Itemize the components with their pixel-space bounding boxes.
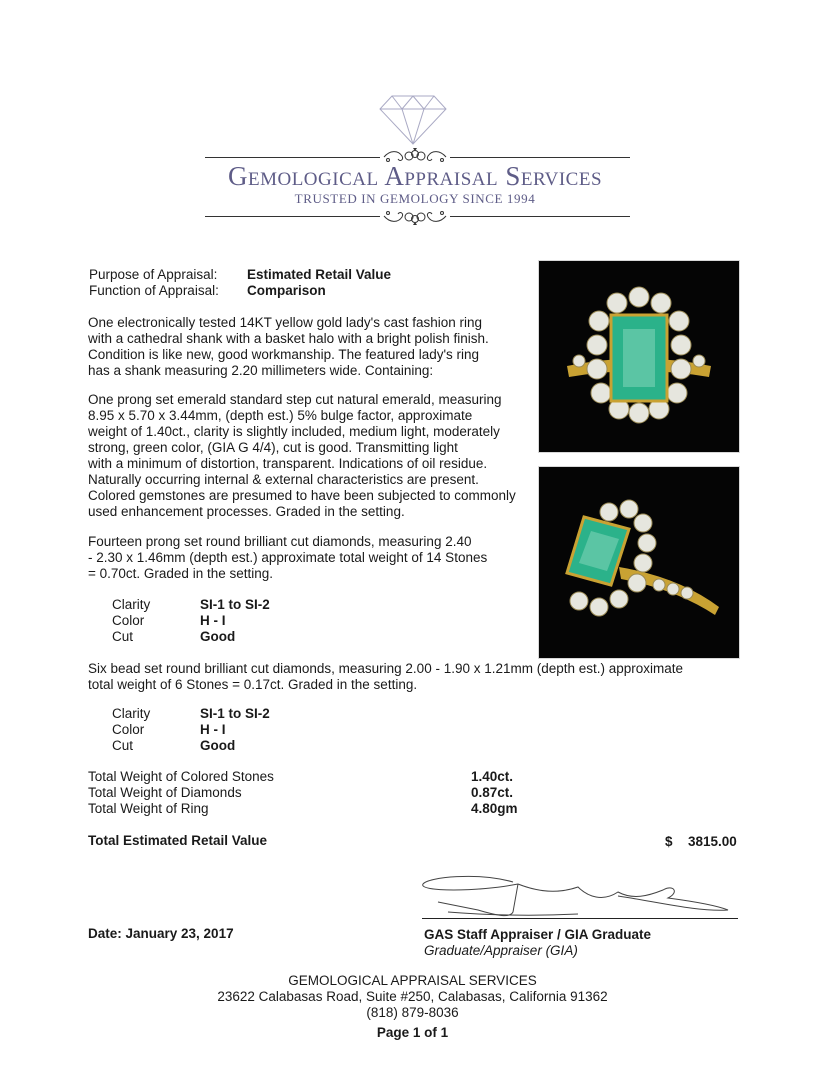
footer-phone: (818) 879-8036 — [366, 1005, 459, 1020]
total-diamonds-row — [88, 785, 513, 801]
appraiser-title: GAS Staff Appraiser / GIA Graduate — [424, 927, 652, 942]
ring-description-line: One electronically tested 14KT yellow gold lady's cast fashion ring — [88, 315, 483, 330]
halo-diamonds-line: = 0.70ct. Graded in the setting. — [88, 566, 273, 581]
grade-label: Color — [112, 613, 145, 628]
function-label: Function of Appraisal: — [89, 283, 219, 298]
emerald-description-line: Colored gemstones are presumed to have been subjected to commonly — [88, 488, 516, 503]
grade-label: Cut — [112, 629, 134, 644]
header-rule-bottom-left — [205, 216, 380, 217]
grade-value: H - I — [200, 722, 226, 737]
diamond-logo-icon — [378, 94, 448, 146]
ring-description-line: with a cathedral shank with a basket halo with a bright polish finish. — [88, 331, 489, 346]
retail-value-currency: $ — [665, 834, 673, 849]
side-diamonds-description — [88, 661, 683, 693]
side-grade-clarity — [112, 706, 270, 722]
side-grade-cut — [112, 738, 235, 754]
purpose-label: Purpose of Appraisal: — [89, 267, 218, 282]
header-rule-bottom-right — [450, 216, 630, 217]
grade-value: Good — [200, 629, 236, 644]
ring-description-line: Condition is like new, good workmanship. The featured lady's ring — [88, 347, 480, 362]
total-label: Total Weight of Diamonds — [88, 785, 242, 800]
total-value: 0.87ct. — [471, 785, 514, 800]
halo-diamonds-line: - 2.30 x 1.46mm (depth est.) approximate total weight of 14 Stones — [88, 550, 488, 565]
emerald-description-line: One prong set emerald standard step cut natural emerald, measuring — [88, 392, 502, 407]
emerald-description-line: used enhancement processes. Graded in the setting. — [88, 504, 405, 519]
emerald-description-line: Naturally occurring internal & external characteristics are present. — [88, 472, 479, 487]
grade-value: Good — [200, 738, 236, 753]
header-rule-top-right — [450, 157, 630, 158]
appraiser-subtitle: Graduate/Appraiser (GIA) — [424, 943, 578, 958]
halo-grade-cut — [112, 629, 235, 645]
function-row — [89, 283, 326, 299]
emerald-description-line: weight of 1.40ct., clarity is slightly included, medium light, moderately — [88, 424, 500, 439]
header-rule-top-left — [205, 157, 380, 158]
appraisal-date: Date: January 23, 2017 — [88, 926, 234, 941]
ring-top-view-photo — [538, 260, 740, 453]
emerald-description — [88, 392, 516, 520]
purpose-value: Estimated Retail Value — [247, 267, 392, 282]
side-diamonds-line: Six bead set round brilliant cut diamonds, measuring 2.00 - 1.90 x 1.21mm (depth est.) approximate — [88, 661, 684, 676]
grade-value: SI-1 to SI-2 — [200, 597, 270, 612]
halo-diamonds-line: Fourteen prong set round brilliant cut diamonds, measuring 2.40 — [88, 534, 472, 549]
footer-address: 23622 Calabasas Road, Suite #250, Calabasas, California 91362 — [217, 989, 608, 1004]
flourish-ornament-icon — [382, 207, 448, 225]
emerald-description-line: 8.95 x 5.70 x 3.44mm, (depth est.) 5% bulge factor, approximate — [88, 408, 473, 423]
signature-line — [422, 918, 738, 919]
grade-value: SI-1 to SI-2 — [200, 706, 270, 721]
grade-label: Clarity — [112, 706, 151, 721]
company-title: Gemological Appraisal Services — [227, 161, 603, 191]
total-label: Total Weight of Colored Stones — [88, 769, 274, 784]
page-number: Page 1 of 1 — [376, 1025, 449, 1040]
retail-value-amount: 3815.00 — [688, 834, 737, 849]
total-ring-weight-row — [88, 801, 518, 817]
halo-diamonds-description — [88, 534, 487, 582]
side-grade-color — [112, 722, 226, 738]
emerald-ring-image — [539, 261, 739, 452]
grade-label: Clarity — [112, 597, 151, 612]
emerald-description-line: strong, green color, (GIA G 4/4), cut is good. Transmitting light — [88, 440, 458, 455]
function-value: Comparison — [247, 283, 326, 298]
company-tagline: TRUSTED IN GEMOLOGY SINCE 1994 — [294, 191, 536, 206]
footer-company: GEMOLOGICAL APPRAISAL SERVICES — [288, 973, 537, 988]
total-value: 4.80gm — [471, 801, 518, 816]
emerald-description-line: with a minimum of distortion, transparent. Indications of oil residue. — [88, 456, 488, 471]
total-colored-stones-row — [88, 769, 513, 785]
halo-grade-color — [112, 613, 226, 629]
grade-value: H - I — [200, 613, 226, 628]
total-value: 1.40ct. — [471, 769, 514, 784]
grade-label: Color — [112, 722, 145, 737]
side-diamonds-line: total weight of 6 Stones = 0.17ct. Graded in the setting. — [88, 677, 418, 692]
retail-value-label: Total Estimated Retail Value — [88, 833, 268, 848]
ring-description — [88, 315, 489, 379]
grade-label: Cut — [112, 738, 134, 753]
halo-grade-clarity — [112, 597, 270, 613]
total-label: Total Weight of Ring — [88, 801, 209, 816]
ring-side-view-photo — [538, 466, 740, 659]
purpose-row — [89, 267, 391, 283]
ring-description-line: has a shank measuring 2.20 millimeters wide. Containing: — [88, 363, 434, 378]
emerald-ring-side-image — [539, 467, 739, 658]
signature-scribble-icon — [418, 872, 738, 920]
